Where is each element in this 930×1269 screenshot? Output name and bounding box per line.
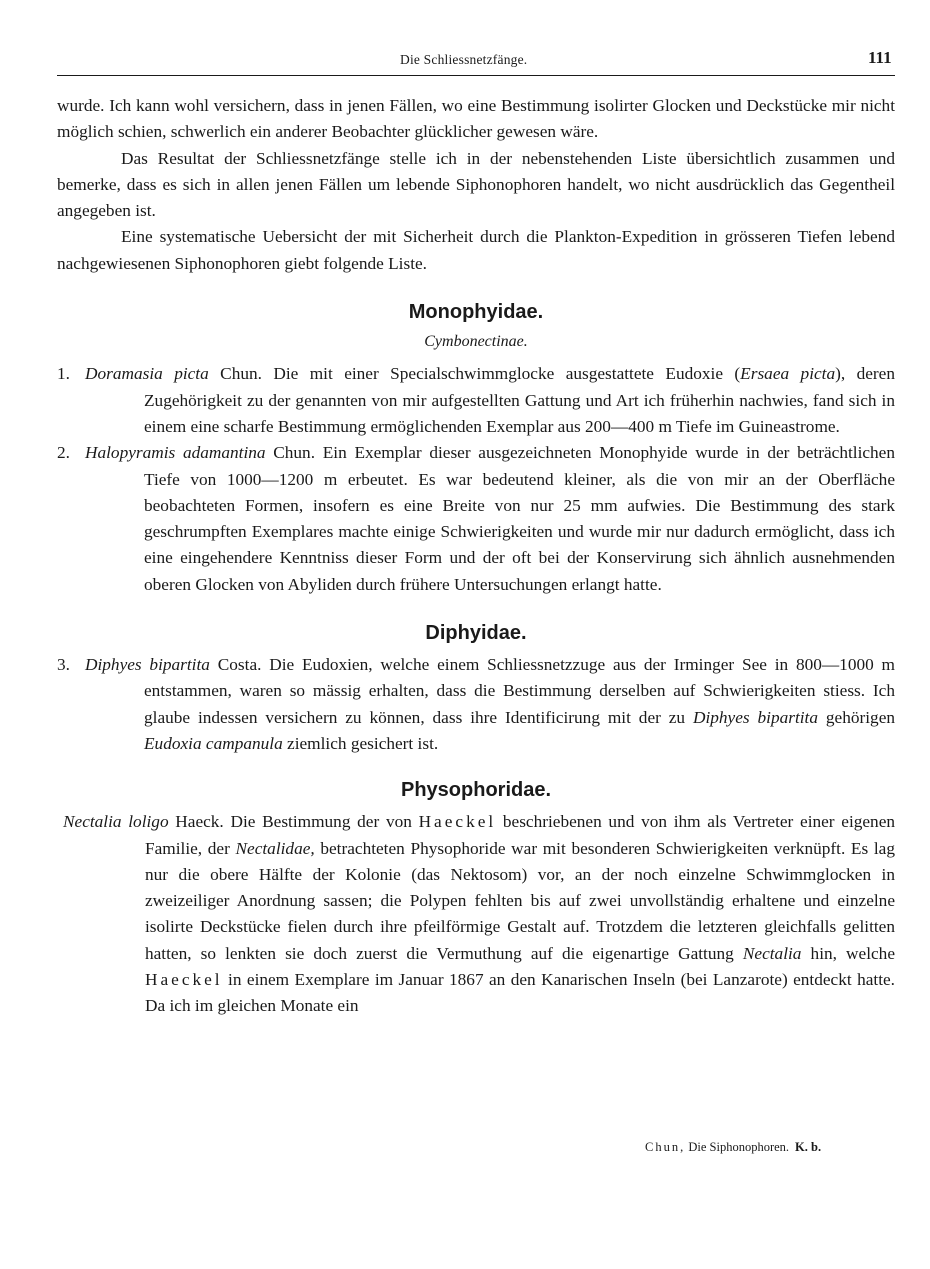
- species-name: Doramasia picta: [85, 364, 209, 384]
- entry-text: Die mit einer Specialschwimmglocke ausgestattete Eudoxie (: [261, 364, 741, 384]
- species-author: Chun.: [265, 443, 316, 463]
- entry-text: ziemlich gesichert ist.: [282, 733, 439, 753]
- family-heading-diphyidae: Diphyidae.: [425, 622, 527, 645]
- family-heading-monophyidae: Monophyidae.: [408, 301, 544, 324]
- species-name: Nectalia loligo: [63, 812, 169, 832]
- entry-text: ), deren Zugehörigkeit zu der genannten von mir aufgestellten Gattung und Art ich früherhin nachwies, fand sich in einem eine scharfe Bestimmung ermöglichenden Exemplar aus 200—400 m Tiefe im Guineastrome.: [144, 364, 895, 436]
- entry-number: 3.: [57, 655, 70, 675]
- footer-sheet-signature: K. b.: [795, 1140, 822, 1154]
- family-heading-physophoridae: Physophoridae.: [400, 779, 552, 802]
- author-name-spaced: Haeckel: [418, 812, 497, 832]
- footer-signature: [645, 1140, 821, 1155]
- entry-italic-name: Diphyes bipartita: [692, 707, 819, 727]
- species-entry-nectalia: [57, 809, 895, 1019]
- species-author: Haeck.: [168, 812, 224, 832]
- body-text: [57, 93, 895, 1020]
- subfamily-heading-cymbonectinae: Cymbonectinae.: [424, 333, 528, 351]
- species-entry-3: [57, 652, 895, 757]
- entry-number: 1.: [57, 364, 70, 384]
- entry-text: beschriebenen und von ihm als Vertreter einer eigenen Familie, der: [145, 812, 896, 858]
- entry-italic-name: Nectalidae,: [235, 838, 315, 858]
- species-entry-1: [57, 361, 895, 440]
- species-name: Diphyes bipartita: [85, 655, 210, 675]
- entry-text: in einem Exemplare im Januar 1867 an den Kanarischen Inseln (bei Lanzarote) entdeckt hatte. Da ich im gleichen Monate ein: [145, 970, 895, 1016]
- intro-paragraph-2: Das Resultat der Schliessnetzfänge stelle ich in der nebenstehenden Liste übersichtlich zusammen und bemerke, dass es sich in allen jenen Fällen um lebende Siphonophoren handelt, wo nicht ausdrücklich das Gegentheil angegeben ist.: [57, 148, 895, 221]
- entry-text: Ein Exemplar dieser ausgezeichneten Monophyide wurde in der beträchtlichen Tiefe von 1000—1200 m erbeutet. Es war bedeutend kleiner, als die von mir an der Oberfläche beobachteten Formen, insofern es eine Breite von nur 25 mm aufwies. Die Bestimmung des stark geschrumpften Exemplares machte einige Schwierigkeiten und wurde mir nur dadurch ermöglicht, dass ich eine eingehendere Kenntniss dieser Form und der oft bei der Konservirung sich ähnlich ausnehmenden oberen Glocken von Abyliden durch frühere Untersuchungen erlangt hatte.: [144, 443, 895, 594]
- entry-text: betrachteten Physophoride war mit besonderen Schwierigkeiten verknüpft. Es lag nur die obere Hälfte der Kolonie (das Nektosom) vor, an der noch einzelne Schwimmglocken in zweizeiliger Anordnung sassen; die Polypen fehlten bis auf zwei unvollständig erhaltene und einzelne isolirte Deckstücke fielen durch ihre pfeilförmige Gestalt auf. Trotzdem die letzteren gleichfalls gelitten hatten, so lenkten sie doch zuerst die Vermuthung auf die eigenartige Gattung: [145, 838, 895, 963]
- header-rule: [57, 75, 895, 76]
- author-name-spaced: Haeckel: [145, 970, 223, 990]
- entry-italic-name: Nectalia: [742, 943, 802, 963]
- entry-text: hin, welche: [801, 943, 895, 963]
- footer-author: Chun,: [645, 1140, 686, 1154]
- running-title: Die Schliessnetzfänge.: [400, 52, 528, 67]
- species-entry-2: [57, 440, 895, 598]
- intro-paragraph-3: Eine systematische Uebersicht der mit Sicherheit durch die Plankton-Expedition in grösseren Tiefen lebend nachgewiesenen Siphonophoren giebt folgende Liste.: [57, 227, 895, 273]
- intro-paragraph-1: wurde. Ich kann wohl versichern, dass in jenen Fällen, wo eine Bestimmung isolirter Glocken und Deckstücke mir nicht möglich schien, schwerlich ein anderer Beobachter glücklicher gewesen wäre.: [57, 96, 895, 142]
- entry-italic-name: Eudoxia campanula: [144, 733, 283, 753]
- entry-text: Die Bestimmung der von: [223, 812, 419, 832]
- page-number: 111: [868, 48, 892, 67]
- entry-text: gehörigen: [818, 707, 896, 727]
- species-name: Halopyramis adamantina: [85, 443, 266, 463]
- species-author: Costa.: [209, 655, 262, 675]
- footer-title: Die Siphonophoren.: [685, 1140, 790, 1154]
- entry-text: Die Eudoxien, welche einem Schliessnetzzuge aus der Irminger See in 800—1000 m entstammen, waren so mässig erhalten, dass die Bestimmung derselben auf Schwierigkeiten stiess. Ich glaube indessen versichern zu können, dass ihre Identificirung mit der zu: [144, 655, 895, 727]
- entry-italic-name: Ersaea picta: [740, 364, 836, 384]
- species-author: Chun.: [208, 364, 262, 384]
- entry-number: 2.: [57, 443, 70, 463]
